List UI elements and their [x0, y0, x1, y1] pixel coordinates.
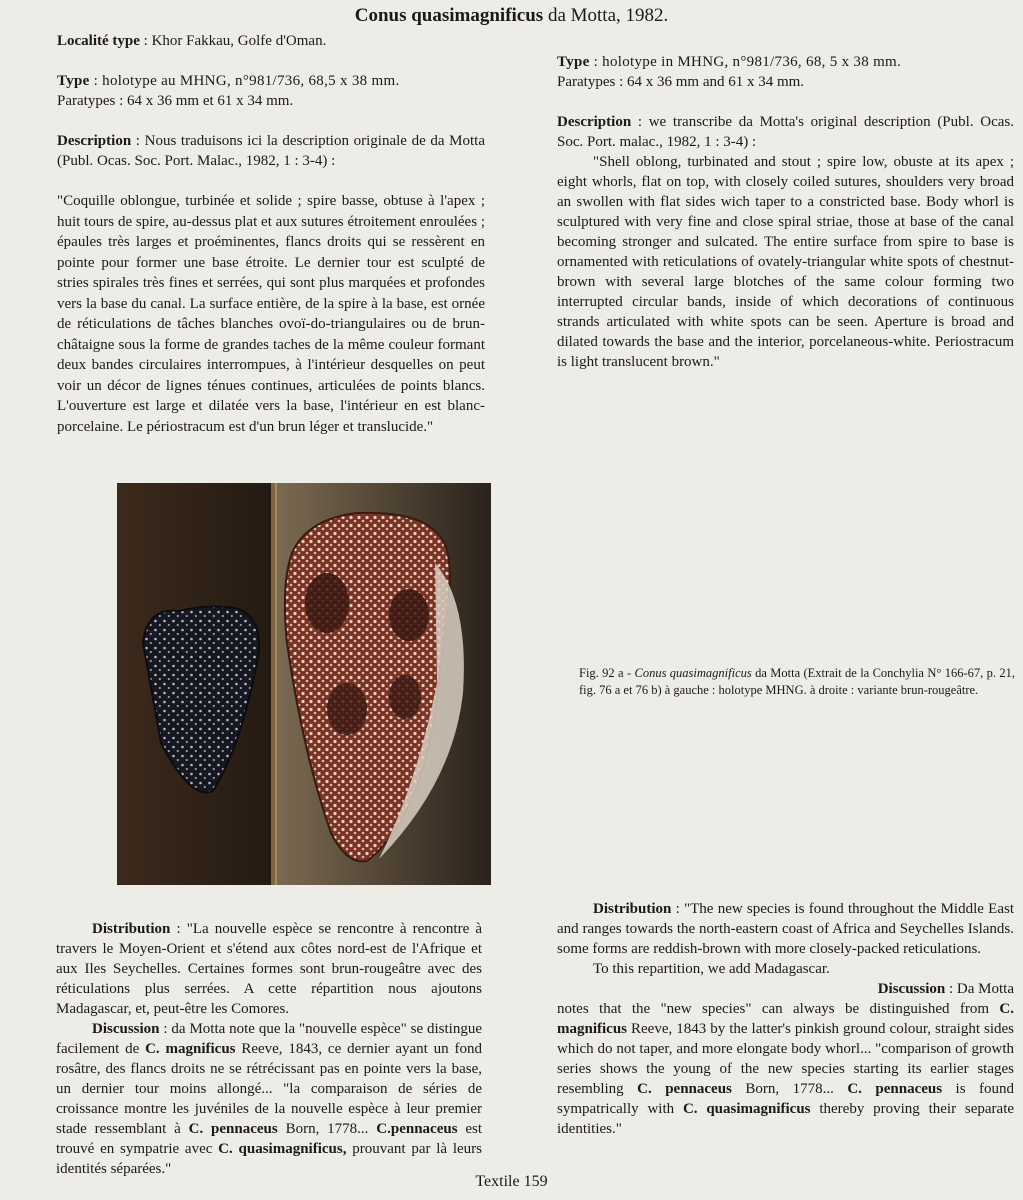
species-name: C. quasimagnificus,: [218, 1141, 347, 1157]
english-distribution-label: Distribution: [593, 901, 672, 917]
french-distribution-label: Distribution: [92, 921, 171, 937]
french-discussion-label: Discussion: [92, 1021, 160, 1037]
french-description-intro: [57, 131, 485, 171]
french-distribution-text: : "La nouvelle espèce se rencontre à rencontre à travers le Moyen-Orient et s'étend aux côtes nord-est de l'Afrique et aux Iles Seychelles. Certaines formes sont brun-rougeâtre avec des réticulations plus serrées. A cette répartition nous ajoutons Madagascar, et, peut-être les Comores.: [56, 921, 482, 1017]
french-description-column: [57, 31, 485, 437]
shell-photograph: [117, 483, 491, 885]
french-discussion-text: est trouvé en sympatrie avec: [56, 1121, 483, 1157]
french-discussion-text: prouvant par là leurs identités séparées.": [56, 1141, 482, 1177]
french-distribution-column: [56, 919, 482, 1179]
english-discussion-text: thereby proving their separate identities.": [557, 1101, 1015, 1137]
species-name: C. quasimagnificus: [682, 1101, 811, 1117]
french-paratypes: Paratypes : 64 x 36 mm et 61 x 34 mm.: [57, 93, 294, 109]
english-discussion-lead: notes that the "new species" can always be distinguished from: [557, 1001, 1000, 1017]
caption-prefix: Fig. 92 a -: [579, 666, 635, 680]
english-discussion-text: is found sympatrically with: [557, 1081, 1015, 1117]
species-name: C. pennaceus: [637, 1081, 732, 1097]
english-type-label: Type: [557, 54, 590, 70]
blotch: [327, 683, 367, 735]
french-type: [57, 71, 485, 91]
english-discussion-label: Discussion: [877, 981, 946, 997]
page-title: [0, 3, 1023, 29]
english-distribution-column: [557, 899, 1014, 1139]
blotch: [389, 675, 421, 719]
english-distribution-text: : "The new species is found throughout the Middle East and ranges towards the north-eastern coast of Africa and Seychelles Islands. some forms are reddish-brown with more closely-packed reticulations.: [557, 901, 1014, 957]
french-type-text: : holotype au MHNG, n°981/736, 68,5 x 38 mm.: [89, 73, 400, 89]
english-discussion-text: Born, 1778...: [731, 1081, 848, 1097]
english-repartition: To this repartition, we add Madagascar.: [593, 961, 830, 977]
english-description-label: Description: [557, 114, 632, 130]
figure-caption: [579, 665, 1015, 699]
page-footer: Textile 159: [475, 1173, 548, 1190]
caption-text: da Motta (Extrait de la Conchylia N° 166-67, p. 21, fig. 76 a et 76 b) à gauche : holotype MHNG. à droite : variante brun-rougeâtre.: [579, 666, 1015, 697]
species-name: C. pennaceus: [188, 1121, 278, 1137]
french-discussion-text: Reeve, 1843, ce dernier ayant un fond rosâtre, des flancs droits ne se rétrécissant pas en pointe vers la base, un dernier tour moins allongé... "la comparaison de séries de croissance montre les juvéniles de la nouvelle espèce à leur premier stade ressemblant à: [56, 1041, 482, 1137]
english-type: [557, 52, 1014, 72]
french-locality-label: Localité type: [57, 33, 140, 49]
french-distribution: [56, 919, 482, 1019]
species-name: C. magnificus: [557, 1001, 1014, 1037]
photo-divider: [271, 483, 277, 885]
english-type-text: : holotype in MHNG, n°981/736, 68, 5 x 38 mm.: [589, 54, 902, 70]
species-name: C. magnificus: [145, 1041, 236, 1057]
english-description-intro-text: : we transcribe da Motta's original description (Publ. Ocas. Soc. Port. malac., 1982, 1 : 3-4) :: [557, 114, 1014, 150]
shell-illustration: [117, 483, 491, 885]
french-type-label: Type: [57, 73, 90, 89]
french-locality: [57, 31, 485, 51]
english-discussion: [557, 999, 1014, 1139]
title-species: Conus quasimagnificus: [354, 5, 544, 26]
english-description-quote: "Shell oblong, turbinated and stout ; spire low, obuste at its apex ; eight whorls, flat on top, with closely coiled sutures, shoulders very broad an swollen with flat sides wich taper to a constricted base. Body whorl is sculptured with very fine and close spiral striae, those at base of the canal becoming stronger and sulcated. The entire surface from spire to base is ornamented with reticulations of ovately-triangular white spots of chestnut-brown with several large blotches of the same colour forming two interrupted circular bands, inside of which decorations of continuous strands articulated with white spots can be seen. Aperture is broad and dilated towards the base and the interior, porcelaneous-white. Periostracum is light translucent brown.": [557, 154, 1014, 370]
blotch: [389, 589, 429, 641]
french-description-label: Description: [57, 133, 132, 149]
english-paratypes: Paratypes : 64 x 36 mm and 61 x 34 mm.: [557, 74, 805, 90]
species-name: C. pennaceus: [847, 1081, 943, 1097]
english-discussion-text: Reeve, 1843 by the latter's pinkish ground colour, straight sides which do not taper, and more elongate body whorl... "comparison of growth series shows the young of the new species starting its earlier stages resembling: [557, 1021, 1014, 1097]
english-discussion-heading: [557, 979, 1014, 999]
french-description-quote: "Coquille oblongue, turbinée et solide ; spire basse, obtuse à l'apex ; huit tours de spire, au-dessus plat et aux sutures étroitement enroulées ; épaules très larges et proéminentes, flancs droits qui se ressèrent en pointe pour former une base étroite. Le dernier tour est sculpté de stries spirales très fines et serrées, qui sont plus marquées et profondes vers la base du canal. La surface entière, de la spire à la base, est ornée de réticulations de tâches blanches ovoï-do-triangulaires ou de brun-châtaigne sous la forme de grandes taches de la même couleur formant deux bandes circulaires interrompues, à l'intérieur desquelles on peut voir un décor de lignes ténues continues, articulées de points blancs. L'ouverture est large et dilatée vers la base, l'intérieur en est blanc-porcelaine. Le périostracum est d'un brun léger et translucide.": [57, 193, 485, 435]
caption-species: Conus quasimagnificus: [634, 666, 752, 680]
french-discussion-text: : da Motta note que la "nouvelle espèce" se distingue facilement de: [56, 1021, 482, 1057]
french-description-intro-text: : Nous traduisons ici la description originale de da Motta (Publ. Ocas. Soc. Port. Malac., 1982, 1 : 3-4) :: [57, 133, 485, 169]
blotch: [305, 573, 349, 633]
french-locality-text: : Khor Fakkau, Golfe d'Oman.: [139, 33, 327, 49]
english-description-intro: [557, 112, 1014, 152]
species-name: C.pennaceus: [376, 1121, 458, 1137]
french-discussion: [56, 1019, 482, 1179]
title-author: da Motta, 1982.: [547, 5, 669, 26]
english-description-column: [557, 52, 1014, 372]
english-discussion-text: : Da Motta: [945, 981, 1014, 997]
french-discussion-text: Born, 1778...: [277, 1121, 377, 1137]
english-distribution: [557, 899, 1014, 959]
